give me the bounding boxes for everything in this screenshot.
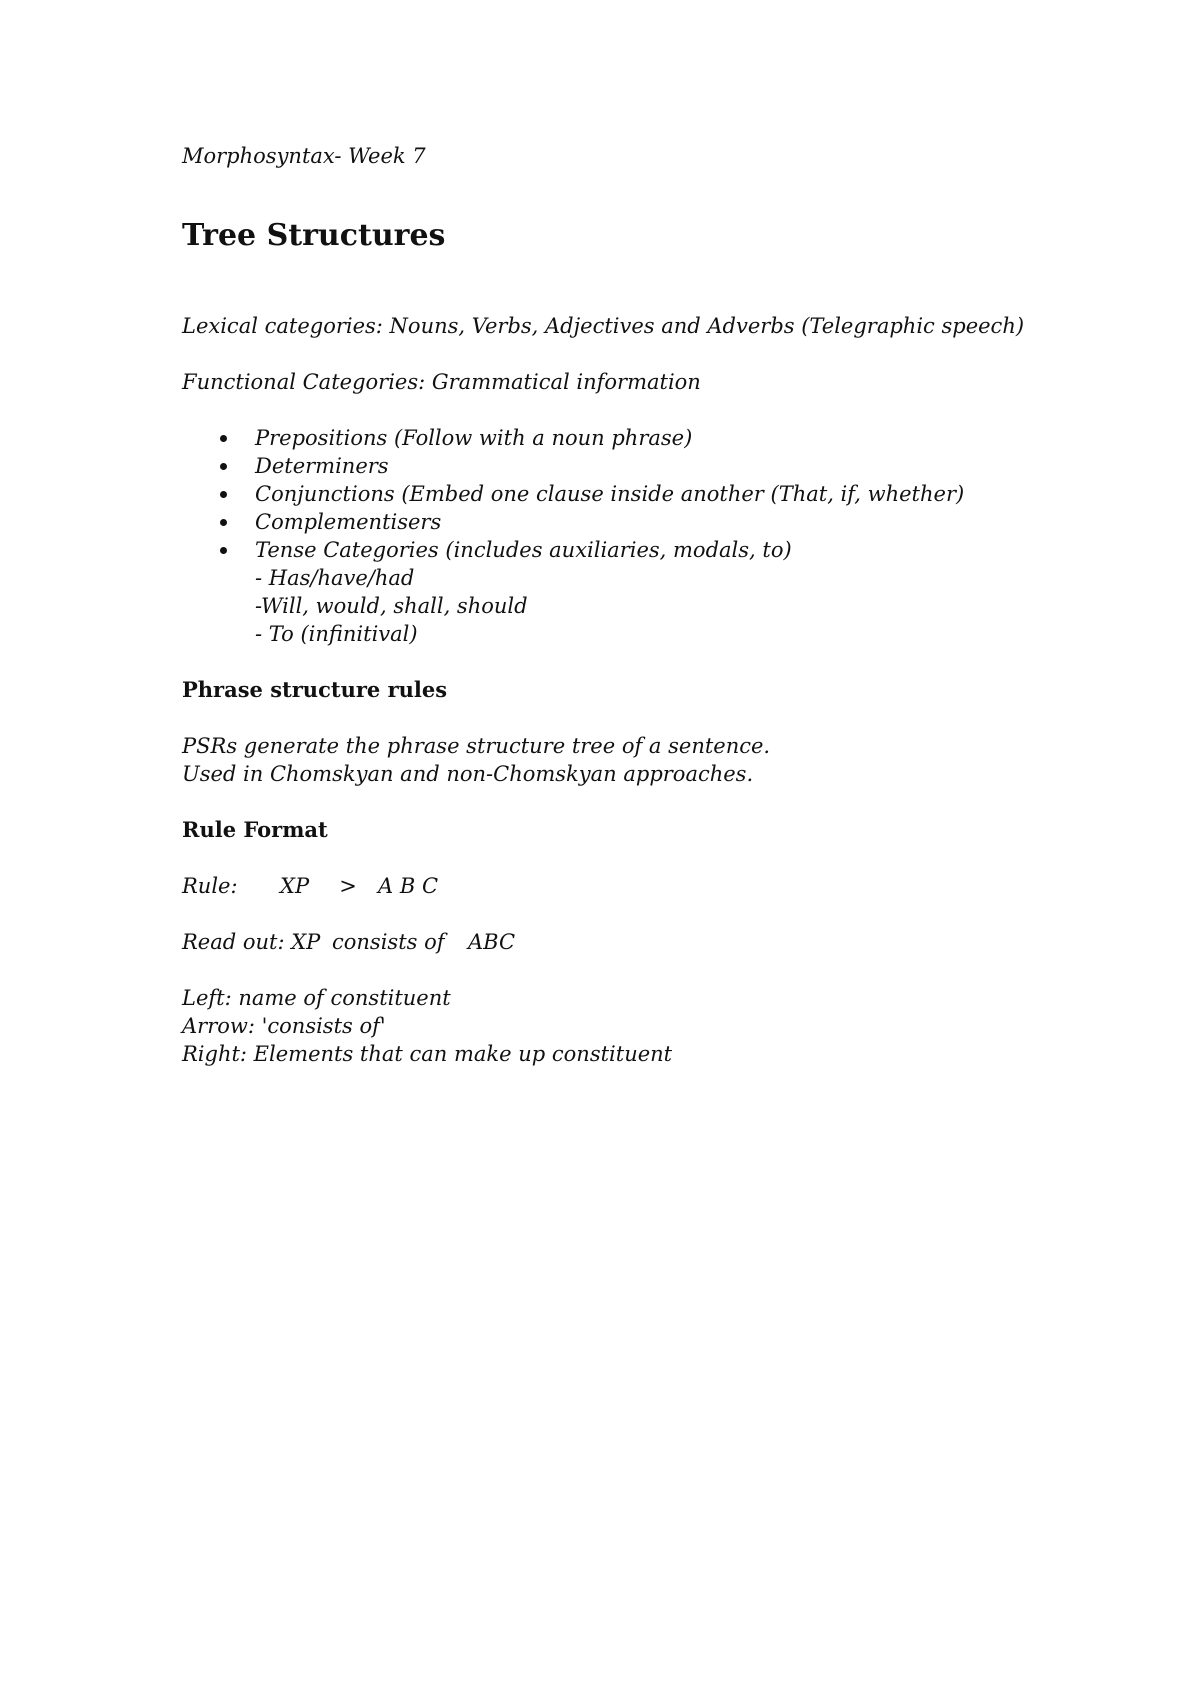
rule-left: XP	[280, 874, 310, 898]
definition-line: Right: Elements that can make up constituent	[182, 1042, 673, 1066]
psr-heading: Phrase structure rules	[182, 677, 448, 702]
list-item	[182, 452, 1082, 480]
bullet-icon	[220, 519, 227, 526]
page-title: Tree Structures	[182, 218, 446, 253]
list-item-text: Determiners	[255, 454, 389, 478]
document-header: Morphosyntax- Week 7	[182, 144, 426, 168]
functional-categories-list	[182, 424, 1082, 648]
list-item-text: Conjunctions (Embed one clause inside another (That, if, whether)	[255, 482, 965, 506]
list-item-text: Complementisers	[255, 510, 442, 534]
read-out-middle: consists of	[332, 930, 445, 954]
psr-line: PSRs generate the phrase structure tree of a sentence.	[182, 734, 771, 758]
rule-arrow: >	[339, 874, 357, 898]
psr-line: Used in Chomskyan and non-Chomskyan approaches.	[182, 762, 754, 786]
tense-subline: - To (infinitival)	[255, 622, 418, 646]
bullet-icon	[220, 491, 227, 498]
tense-subline: - Has/have/had	[255, 566, 415, 590]
bullet-icon	[220, 547, 227, 554]
functional-categories-line: Functional Categories: Grammatical information	[182, 370, 701, 394]
rule-format-heading: Rule Format	[182, 817, 328, 842]
rule-line	[182, 872, 1082, 900]
list-item	[182, 424, 1082, 452]
rule-right: A B C	[378, 874, 439, 898]
list-item	[182, 480, 1082, 508]
list-item	[182, 536, 1082, 648]
list-item-text: Prepositions (Follow with a noun phrase)	[255, 426, 693, 450]
bullet-icon	[220, 463, 227, 470]
read-out-label: Read out: XP	[182, 930, 321, 954]
read-out-right: ABC	[468, 930, 516, 954]
definition-line: Arrow: 'consists of'	[182, 1014, 386, 1038]
list-item	[182, 508, 1082, 536]
list-item-text: Tense Categories (includes auxiliaries, modals, to)	[255, 538, 792, 562]
definition-line: Left: name of constituent	[182, 986, 451, 1010]
bullet-icon	[220, 435, 227, 442]
document-body	[182, 142, 1082, 1068]
read-out-line	[182, 928, 1082, 956]
tense-subline: -Will, would, shall, should	[255, 594, 528, 618]
lexical-categories-line: Lexical categories: Nouns, Verbs, Adjectives and Adverbs (Telegraphic speech)	[182, 314, 1025, 338]
rule-label: Rule:	[182, 874, 238, 898]
